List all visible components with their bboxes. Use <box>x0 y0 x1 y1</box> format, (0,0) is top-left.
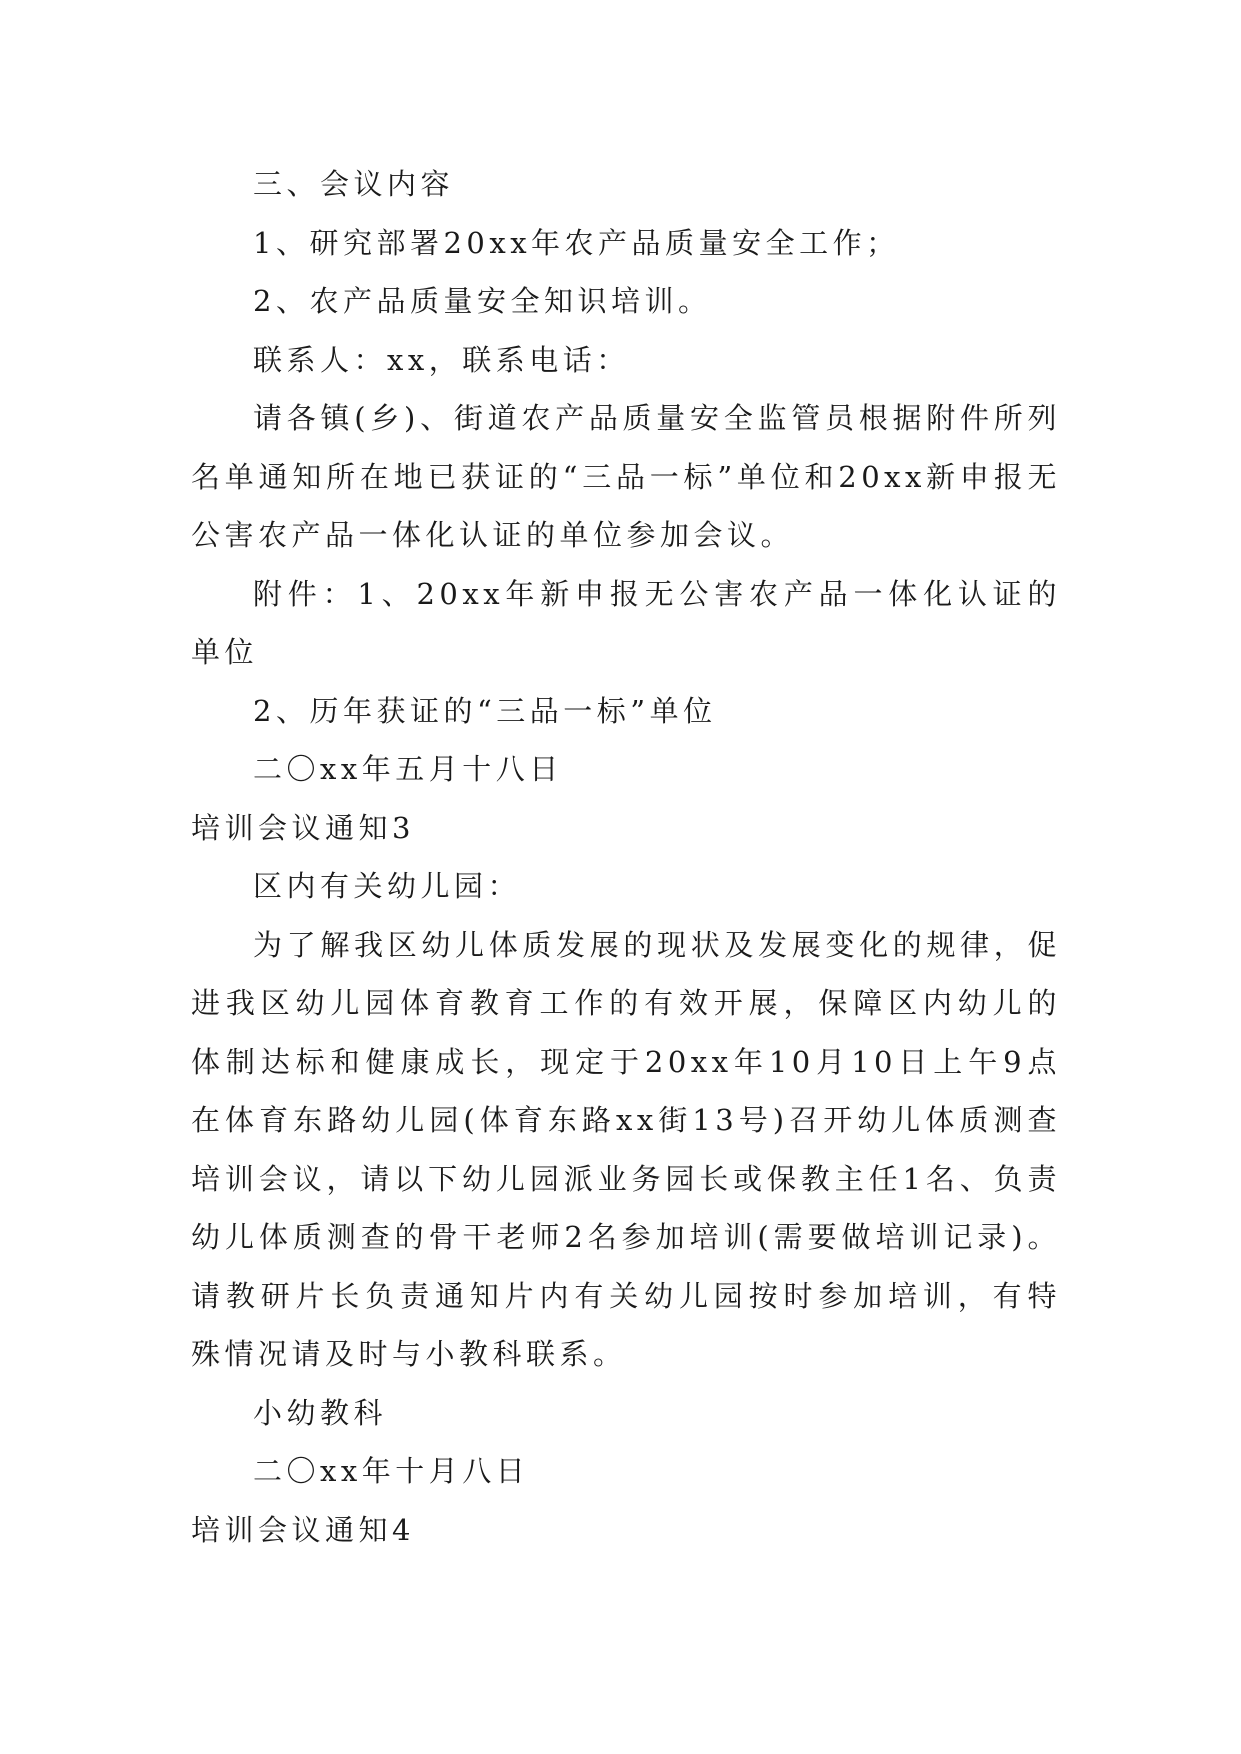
attachment-1: 附件：1、20xx年新申报无公害农产品一体化认证的单位 <box>191 576 1061 669</box>
attachment-2: 2、历年获证的“三品一标”单位 <box>253 693 717 728</box>
notice-paragraph: 请各镇(乡)、街道农产品质量安全监管员根据附件所列名单通知所在地已获证的“三品一标”单位和20xx新申报无公害农产品一体化认证的单位参加会议。 <box>191 401 1061 552</box>
agenda-item-1: 1、研究部署20xx年农产品质量安全工作； <box>253 225 900 260</box>
date-line: 二〇xx年五月十八日 <box>253 752 563 786</box>
document-body <box>191 155 1061 1559</box>
training-notice-body: 为了解我区幼儿体质发展的现状及发展变化的规律，促进我区幼儿园体育教育工作的有效开展，保障区内幼儿的体制达标和健康成长，现定于20xx年10月10日上午9点在体育东路幼儿园(体育东路xx街13号)召开幼儿体质测查培训会议，请以下幼儿园派业务园长或保教主任1名、负责幼儿体质测查的骨干老师2名参加培训(需要做培训记录)。请教研片长负责通知片内有关幼儿园按时参加培训，有特殊情况请及时与小教科联系。 <box>191 927 1061 1371</box>
agenda-item-2: 2、农产品质量安全知识培训。 <box>253 284 712 318</box>
issuer-line: 小幼教科 <box>253 1395 388 1430</box>
salutation: 区内有关幼儿园： <box>253 869 522 903</box>
contact-line: 联系人：xx，联系电话： <box>253 342 630 377</box>
notice-title-3: 培训会议通知3 <box>191 810 415 845</box>
notice-title-4: 培训会议通知4 <box>191 1512 415 1547</box>
date-line-2: 二〇xx年十月八日 <box>253 1454 530 1488</box>
section-heading-meeting-content: 三、会议内容 <box>253 167 455 201</box>
